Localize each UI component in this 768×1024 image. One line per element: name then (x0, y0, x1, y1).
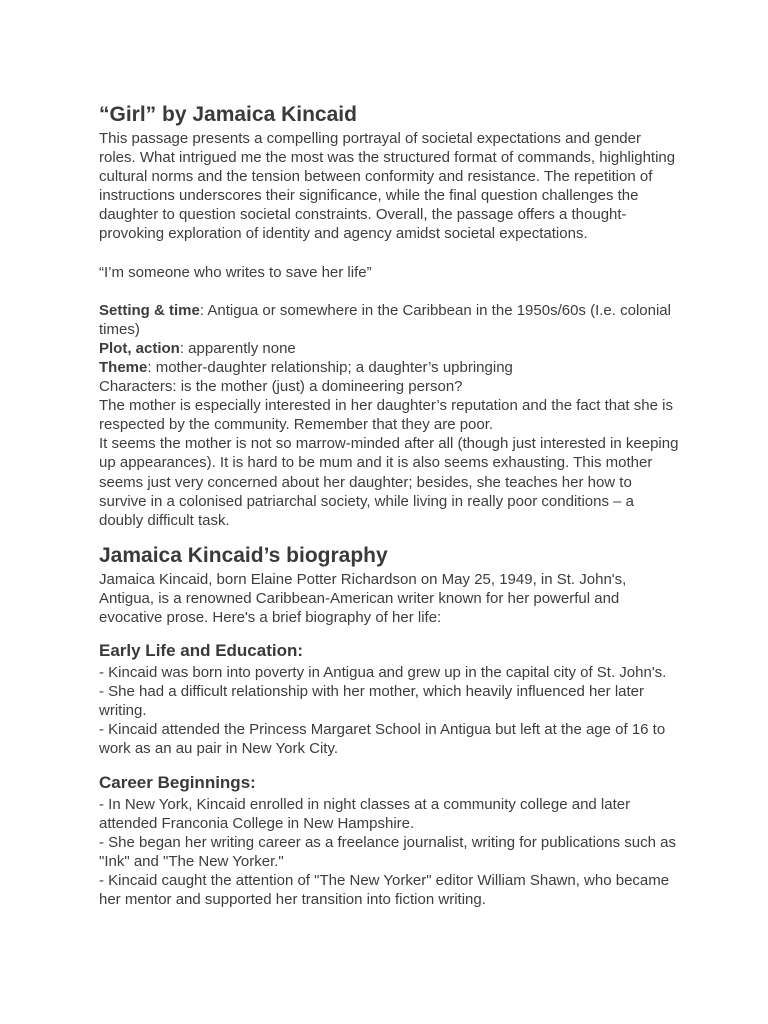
spacer (99, 759, 679, 771)
setting-line (99, 301, 679, 339)
spacer (99, 530, 679, 542)
quote-paragraph: “I’m someone who writes to save her life” (99, 263, 372, 281)
notes-paragraph-2: It seems the mother is not so marrow-minded after all (though just interested in keeping up appearances). It is hard to be mum and it is also seems exhausting. This mother seems just very concerned about her daughter; besides, she teaches her how to survive in a colonised patriarchal society, while living in really poor conditions – a doubly difficult task. (99, 435, 679, 529)
plot-line (99, 339, 679, 358)
list-item: - Kincaid caught the attention of "The New Yorker" editor William Shawn, who became her mentor and supported her transition into fiction writing. (99, 871, 670, 908)
list-item: - She began her writing career as a freelance journalist, writing for publications such as "Ink" and "The New Yorker." (99, 833, 676, 870)
plot-text: : apparently none (179, 339, 296, 357)
intro-paragraph: This passage presents a compelling portrayal of societal expectations and gender roles. What intrigued me the most was the structured format of commands, highlighting cultural norms and the tension between conformity and resistance. The repetition of instructions underscores their significance, while the final question challenges the daughter to question societal constraints. Overall, the passage offers a thought-provoking exploration of identity and agency amidst societal expectations. (99, 130, 676, 243)
bio-intro: Jamaica Kincaid, born Elaine Potter Richardson on May 25, 1949, in St. John's, Antigua, is a renowned Caribbean-American writer known for her powerful and evocative prose. Here's a brief biography of her life: (99, 570, 627, 626)
bio-heading: Jamaica Kincaid’s biography (99, 543, 388, 567)
list-item: - She had a difficult relationship with her mother, which heavily influenced her later writing. (99, 683, 645, 720)
page-title: “Girl” by Jamaica Kincaid (99, 103, 357, 126)
spacer (99, 244, 679, 263)
notes-paragraph-1: The mother is especially interested in her daughter’s reputation and the fact that she is respected by the community. Remember that they are poor. (99, 397, 673, 434)
list-item: - In New York, Kincaid enrolled in night classes at a community college and later attended Franconia College in New Hampshire. (99, 795, 631, 832)
list-item: - Kincaid was born into poverty in Antigua and grew up in the capital city of St. John's. (99, 664, 667, 682)
theme-label: Theme (99, 358, 148, 376)
setting-label: Setting & time (99, 301, 200, 319)
characters-line: Characters: is the mother (just) a domineering person? (99, 378, 463, 396)
spacer (99, 282, 679, 301)
document-page (99, 101, 679, 909)
plot-label: Plot, action (99, 339, 180, 357)
list-item: - Kincaid attended the Princess Margaret School in Antigua but left at the age of 16 to work as an au pair in New York City. (99, 721, 666, 758)
theme-text: : mother-daughter relationship; a daughter’s upbringing (147, 358, 513, 376)
theme-line (99, 358, 679, 377)
career-heading: Career Beginnings: (99, 772, 256, 792)
spacer (99, 627, 679, 639)
setting-text: : Antigua or somewhere in the Caribbean in the 1950s/60s (I.e. colonial times) (99, 301, 671, 338)
early-life-heading: Early Life and Education: (99, 641, 304, 661)
